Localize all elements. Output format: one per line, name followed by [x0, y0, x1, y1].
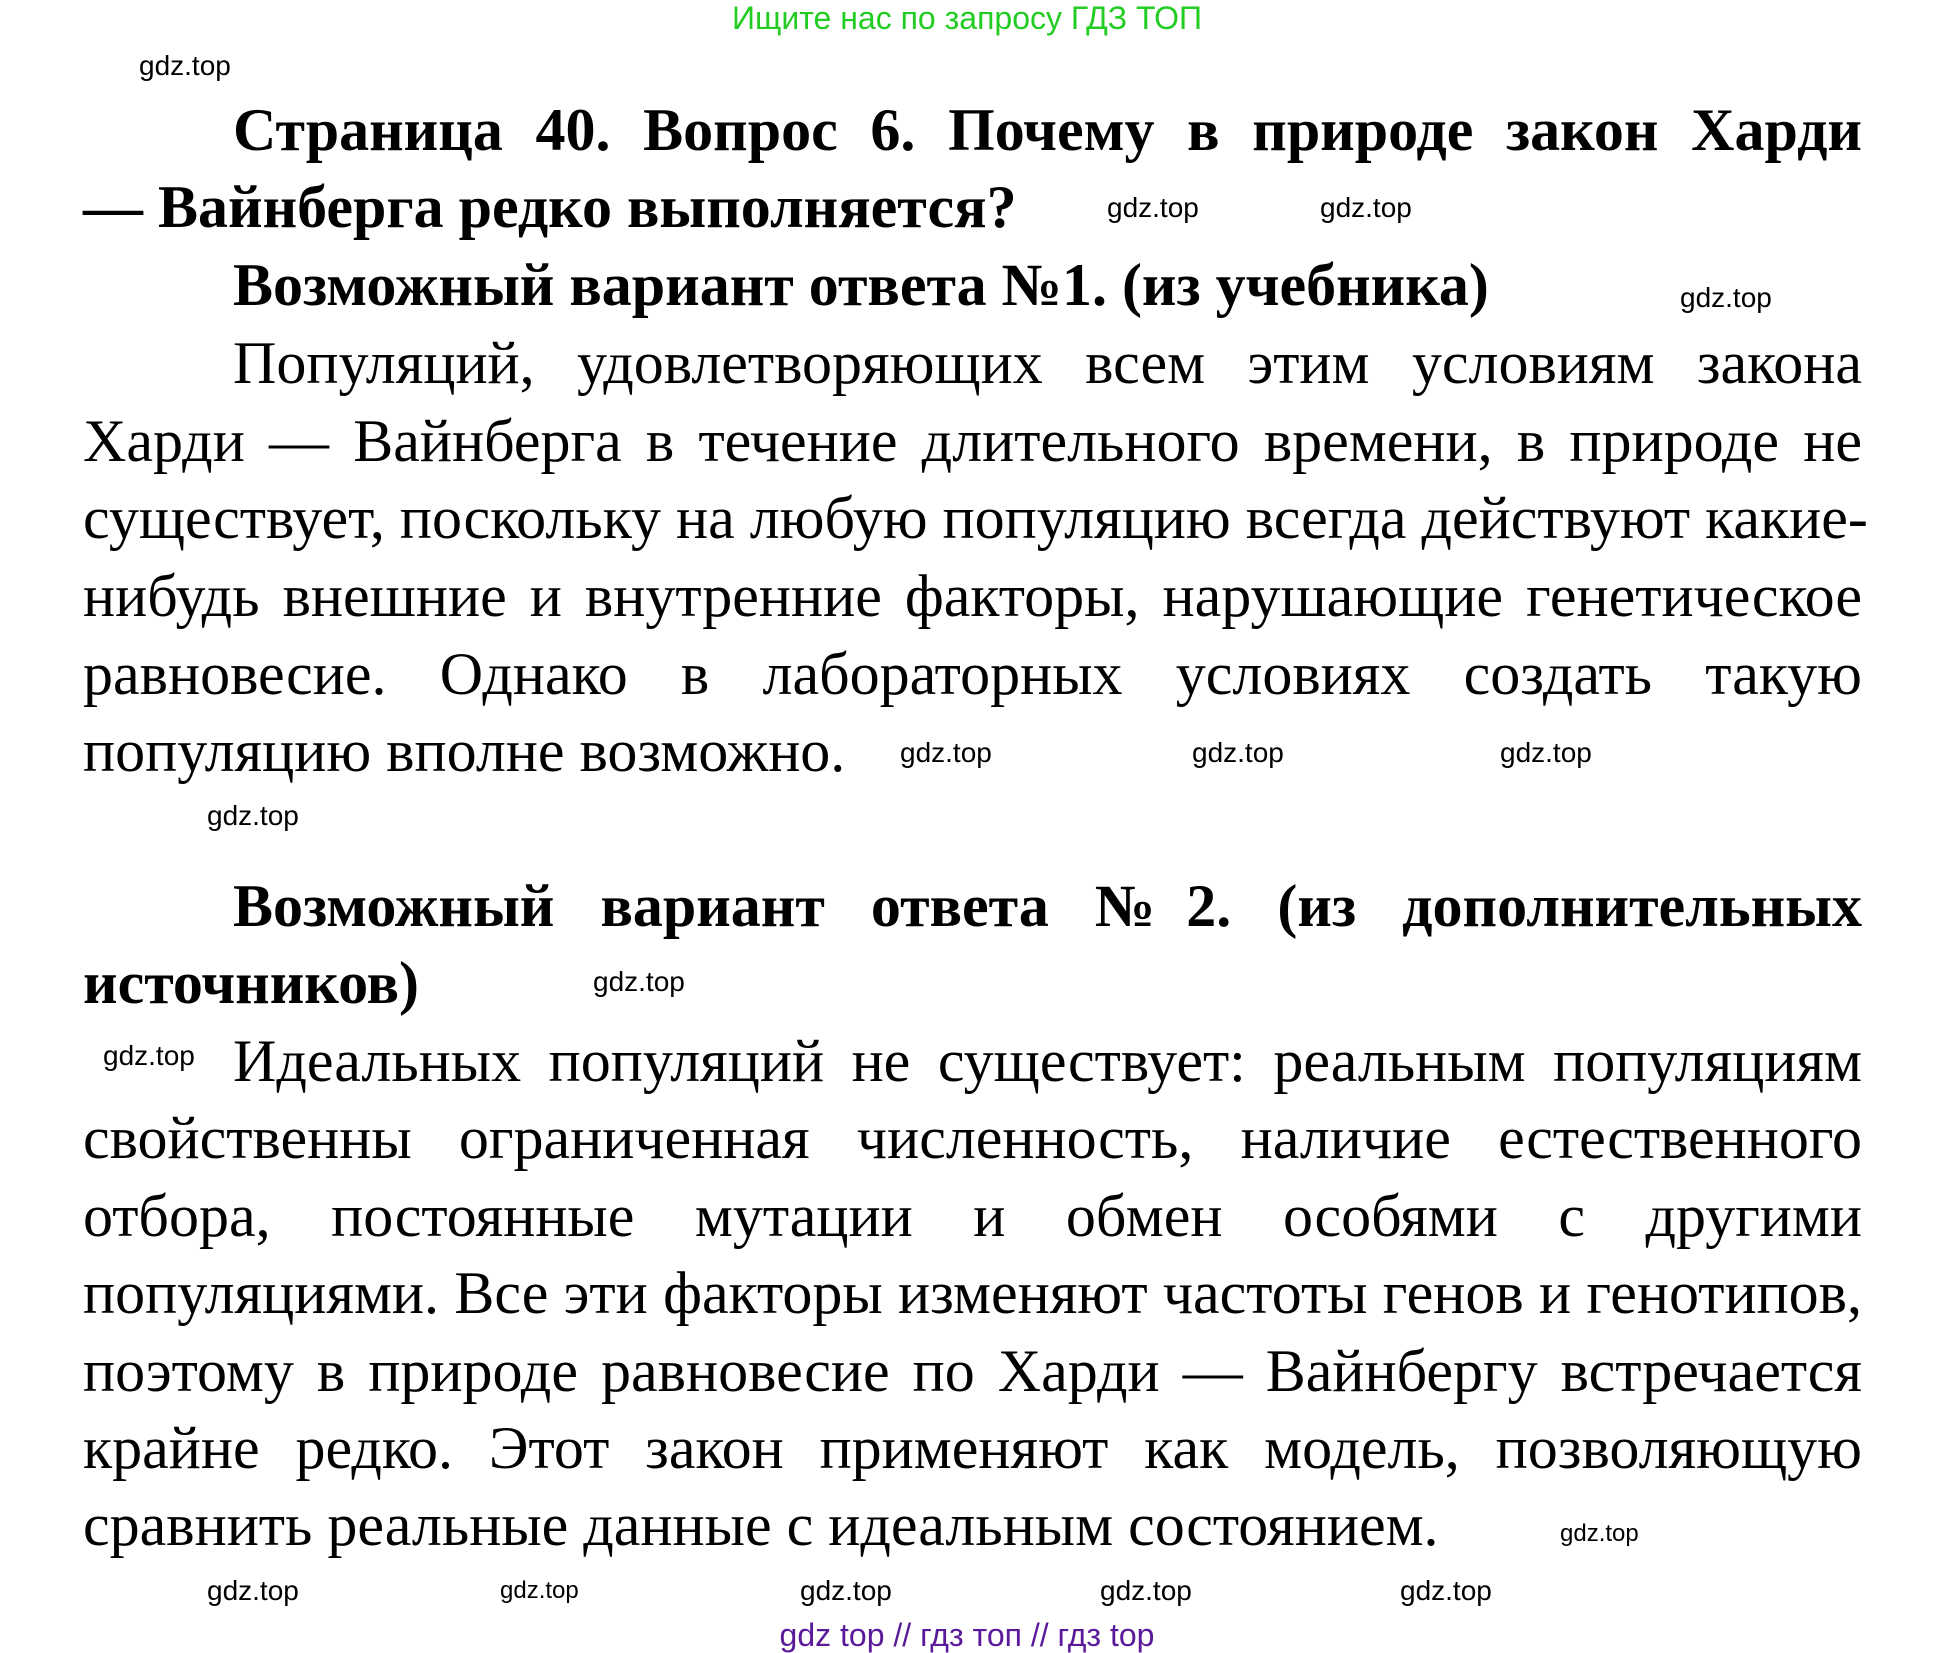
watermark: gdz.top	[800, 1575, 892, 1606]
watermark: gdz.top	[1680, 282, 1772, 313]
answer2-line: Идеальных популяций не существует: реальным популяциям	[233, 1028, 1862, 1094]
watermark: gdz.top	[1560, 1520, 1639, 1547]
watermark: gdz.top	[900, 737, 992, 768]
watermark: gdz.top	[207, 1575, 299, 1606]
watermark: gdz.top	[1320, 192, 1412, 223]
title-line-2: — Вайнберга редко выполняется?	[83, 174, 1017, 240]
answer1-line: нибудь внешние и внутренние факторы, нарушающие генетическое	[83, 563, 1862, 629]
watermark: gdz.top	[207, 800, 299, 831]
answer2-line: крайне редко. Этот закон применяют как модель, позволяющую	[83, 1415, 1862, 1481]
title-line-1: Страница 40. Вопрос 6. Почему в природе закон Харди	[233, 97, 1862, 163]
watermark: gdz.top	[1500, 737, 1592, 768]
answer2-line: отбора, постоянные мутации и обмен особями с другими	[83, 1183, 1862, 1249]
watermark: gdz.top	[1400, 1575, 1492, 1606]
answer1-line: популяцию вполне возможно.	[83, 718, 846, 784]
footer-links: gdz top // гдз топ // гдз top	[779, 1617, 1155, 1653]
answer2-line: поэтому в природе равновесие по Харди — Вайнбергу встречается	[83, 1338, 1862, 1404]
watermark: gdz.top	[1100, 1575, 1192, 1606]
answer2-line: свойственны ограниченная численность, наличие естественного	[83, 1105, 1862, 1171]
search-banner: Ищите нас по запросу ГДЗ ТОП	[732, 0, 1202, 36]
answer2-line: популяциями. Все эти факторы изменяют частоты генов и генотипов,	[83, 1260, 1862, 1326]
watermark: gdz.top	[1192, 737, 1284, 768]
answer2-heading-line-2: источников)	[83, 950, 419, 1016]
answer1-line: Популяций, удовлетворяющих всем этим условиям закона	[233, 330, 1862, 396]
answer2-heading-line-1: Возможный вариант ответа №2. (из дополнительных	[233, 873, 1862, 939]
answer1-line: равновесие. Однако в лабораторных условиях создать такую	[83, 641, 1862, 707]
answer1-heading: Возможный вариант ответа №1. (из учебника)	[233, 252, 1489, 318]
answer2-line: сравнить реальные данные с идеальным состоянием.	[83, 1492, 1439, 1558]
watermark: gdz.top	[593, 966, 685, 997]
answer1-line: Харди — Вайнберга в течение длительного времени, в природе не	[83, 408, 1862, 474]
watermark: gdz.top	[500, 1577, 579, 1604]
watermark: gdz.top	[1107, 192, 1199, 223]
answer1-line: существует, поскольку на любую популяцию всегда действуют какие-	[83, 485, 1868, 551]
watermark: gdz.top	[103, 1040, 195, 1071]
watermark: gdz.top	[139, 50, 231, 81]
